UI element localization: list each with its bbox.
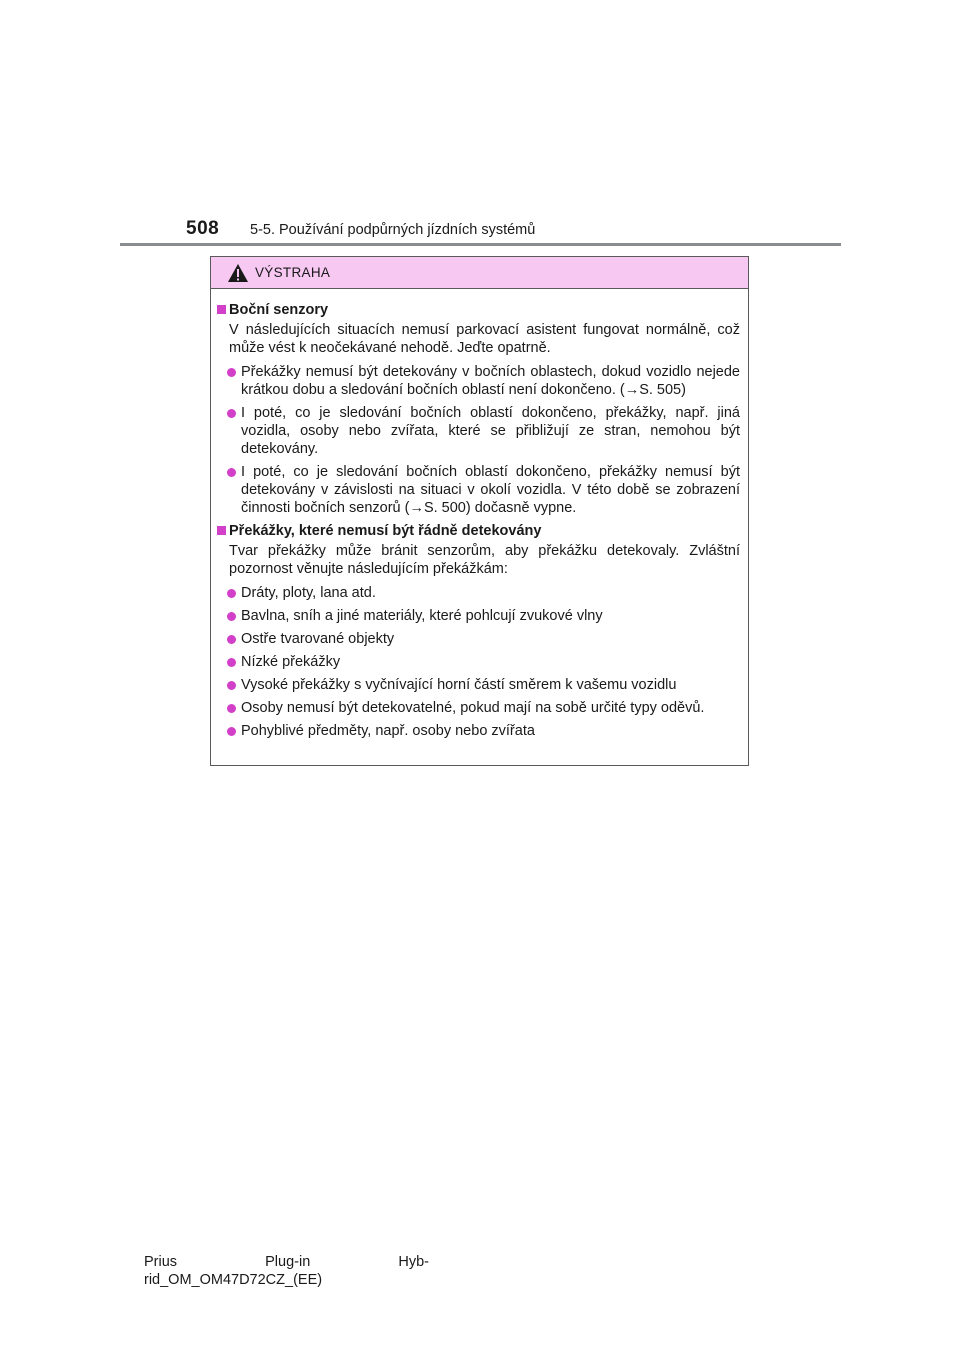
- warning-header: [211, 257, 748, 289]
- footer-word: Hyb-: [398, 1254, 429, 1270]
- round-bullet-icon: [227, 658, 236, 667]
- subsection-heading: Boční senzory: [217, 301, 740, 319]
- round-bullet-icon: [227, 612, 236, 621]
- section-title: 5-5. Používání podpůrných jízdních systémů: [250, 222, 536, 238]
- warning-triangle-icon: [227, 263, 249, 283]
- list-item: Bavlna, sníh a jiné materiály, které pohlcují zvukové vlny: [217, 607, 740, 625]
- square-bullet-icon: [217, 526, 226, 535]
- round-bullet-icon: [227, 468, 236, 477]
- round-bullet-icon: [227, 368, 236, 377]
- list-item: Ostře tvarované objekty: [217, 630, 740, 648]
- round-bullet-icon: [227, 589, 236, 598]
- warning-label: VÝSTRAHA: [255, 265, 331, 280]
- warning-body: [211, 289, 748, 740]
- list-item: I poté, co je sledování bočních oblastí dokončeno, překážky, např. jiná vozidla, osoby nebo zvířata, které se přibližují ze stran, nemohou být detekovány.: [217, 404, 740, 458]
- square-bullet-icon: [217, 305, 226, 314]
- list-item: I poté, co je sledování bočních oblastí dokončeno, překážky nemusí být detekovány v závislosti na situaci v okolí vozidla. V této době se zobrazení činnosti bočních senzorů (→S. 500) dočasně vypne.: [217, 463, 740, 517]
- round-bullet-icon: [227, 727, 236, 736]
- subsection-intro: Tvar překážky může bránit senzorům, aby překážku detekovaly. Zvláštní pozornost věnujte následujícím překážkám:: [229, 543, 740, 577]
- list-item: Vysoké překážky s vyčnívající horní částí směrem k vašemu vozidlu: [217, 676, 740, 694]
- footer-word: Plug-in: [265, 1254, 311, 1270]
- page-number: 508: [186, 218, 220, 239]
- document-footer: [144, 1253, 429, 1289]
- list-item: Dráty, ploty, lana atd.: [217, 584, 740, 602]
- footer-doc-code: rid_OM_OM47D72CZ_(EE): [144, 1272, 323, 1288]
- list-item: Překážky nemusí být detekovány v bočních oblastech, dokud vozidlo nejede krátkou dobu a sledování bočních oblastí není dokončeno. (→S. 505): [217, 363, 740, 399]
- header-rule: [120, 243, 841, 246]
- round-bullet-icon: [227, 409, 236, 418]
- round-bullet-icon: [227, 635, 236, 644]
- list-item: Nízké překážky: [217, 653, 740, 671]
- round-bullet-icon: [227, 681, 236, 690]
- subsection-heading: Překážky, které nemusí být řádně detekovány: [217, 522, 740, 540]
- warning-box: [210, 256, 749, 766]
- list-item: Pohyblivé předměty, např. osoby nebo zvířata: [217, 722, 740, 740]
- footer-word: Prius: [144, 1254, 178, 1270]
- round-bullet-icon: [227, 704, 236, 713]
- list-item: Osoby nemusí být detekovatelné, pokud mají na sobě určité typy oděvů.: [217, 699, 740, 717]
- subsection-intro: V následujících situacích nemusí parkovací asistent fungovat normálně, což může vést k neočekávané nehodě. Jeďte opatrně.: [229, 322, 740, 356]
